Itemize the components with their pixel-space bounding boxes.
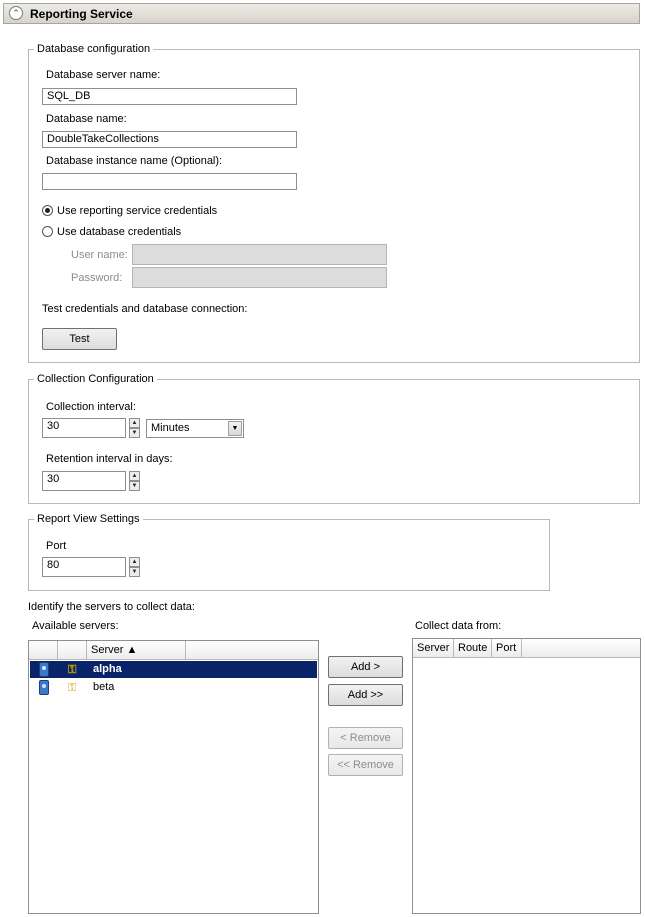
column-header-key[interactable]	[58, 641, 87, 660]
password-input[interactable]	[132, 267, 387, 288]
stepper-up-icon[interactable]: ▲	[129, 471, 140, 481]
remove-button[interactable]: < Remove	[328, 727, 403, 749]
collect-from-label: Collect data from:	[415, 620, 502, 632]
collection-interval-unit-select[interactable]	[146, 419, 244, 438]
db-instance-input[interactable]	[42, 173, 297, 190]
collection-config-legend: Collection Configuration	[37, 373, 154, 385]
port-input[interactable]: 80	[42, 557, 126, 577]
username-input[interactable]	[132, 244, 387, 265]
password-label: Password:	[71, 272, 123, 284]
retention-interval-label: Retention interval in days:	[46, 453, 173, 465]
interval-unit-value: Minutes	[151, 422, 190, 434]
report-view-legend: Report View Settings	[37, 513, 140, 525]
column-header-filler	[186, 641, 318, 660]
port-label: Port	[46, 540, 67, 552]
port-stepper[interactable]	[129, 557, 140, 577]
stepper-down-icon[interactable]: ▼	[129, 567, 140, 577]
list-item[interactable]	[30, 661, 317, 678]
column-header-port[interactable]: Port	[492, 639, 522, 658]
test-connection-label: Test credentials and database connection:	[42, 303, 248, 315]
db-instance-label: Database instance name (Optional):	[46, 155, 223, 167]
column-header-server[interactable]: Server	[413, 639, 454, 658]
radio-reporting-label[interactable]: Use reporting service credentials	[57, 205, 218, 217]
collection-interval-label: Collection interval:	[46, 401, 136, 413]
column-header-icon[interactable]	[29, 641, 58, 660]
section-title: Reporting Service	[30, 7, 133, 21]
db-server-name-input[interactable]: SQL_DB	[42, 88, 297, 105]
retention-interval-input[interactable]: 30	[42, 471, 126, 491]
available-servers-label: Available servers:	[32, 620, 119, 632]
key-icon: ⚿	[68, 682, 77, 694]
radio-database-label[interactable]: Use database credentials	[57, 226, 182, 238]
stepper-up-icon[interactable]: ▲	[129, 557, 140, 567]
add-all-button[interactable]: Add >>	[328, 684, 403, 706]
server-icon	[39, 662, 49, 677]
available-servers-list[interactable]	[28, 640, 319, 914]
server-name: alpha	[93, 663, 122, 675]
radio-reporting-credentials[interactable]	[42, 205, 53, 216]
database-config-legend: Database configuration	[37, 43, 151, 55]
radio-database-credentials[interactable]	[42, 226, 53, 237]
add-button[interactable]: Add >	[328, 656, 403, 678]
username-label: User name:	[71, 249, 128, 261]
stepper-down-icon[interactable]: ▼	[129, 481, 140, 491]
key-icon: ⚿	[68, 664, 77, 676]
list-item[interactable]	[30, 679, 317, 696]
db-name-input[interactable]: DoubleTakeCollections	[42, 131, 297, 148]
stepper-down-icon[interactable]: ▼	[129, 428, 140, 438]
section-header[interactable]	[3, 3, 640, 24]
column-header-server[interactable]: Server ▲	[87, 641, 186, 660]
collection-interval-input[interactable]: 30	[42, 418, 126, 438]
column-header-route[interactable]: Route	[454, 639, 492, 658]
server-icon	[39, 680, 49, 695]
stepper-up-icon[interactable]: ▲	[129, 418, 140, 428]
chevron-up-icon[interactable]: ⌃	[9, 6, 23, 20]
collect-data-list[interactable]	[412, 638, 641, 914]
server-name: beta	[93, 681, 115, 693]
retention-interval-stepper[interactable]	[129, 471, 140, 491]
report-view-group	[28, 513, 550, 591]
column-header-filler	[522, 639, 640, 658]
identify-servers-label: Identify the servers to collect data:	[28, 601, 195, 613]
db-name-label: Database name:	[46, 113, 127, 125]
db-server-name-label: Database server name:	[46, 69, 161, 81]
chevron-down-icon[interactable]: ▼	[228, 421, 242, 436]
remove-all-button[interactable]: << Remove	[328, 754, 403, 776]
collection-interval-stepper[interactable]	[129, 418, 140, 438]
test-button[interactable]: Test	[42, 328, 117, 350]
